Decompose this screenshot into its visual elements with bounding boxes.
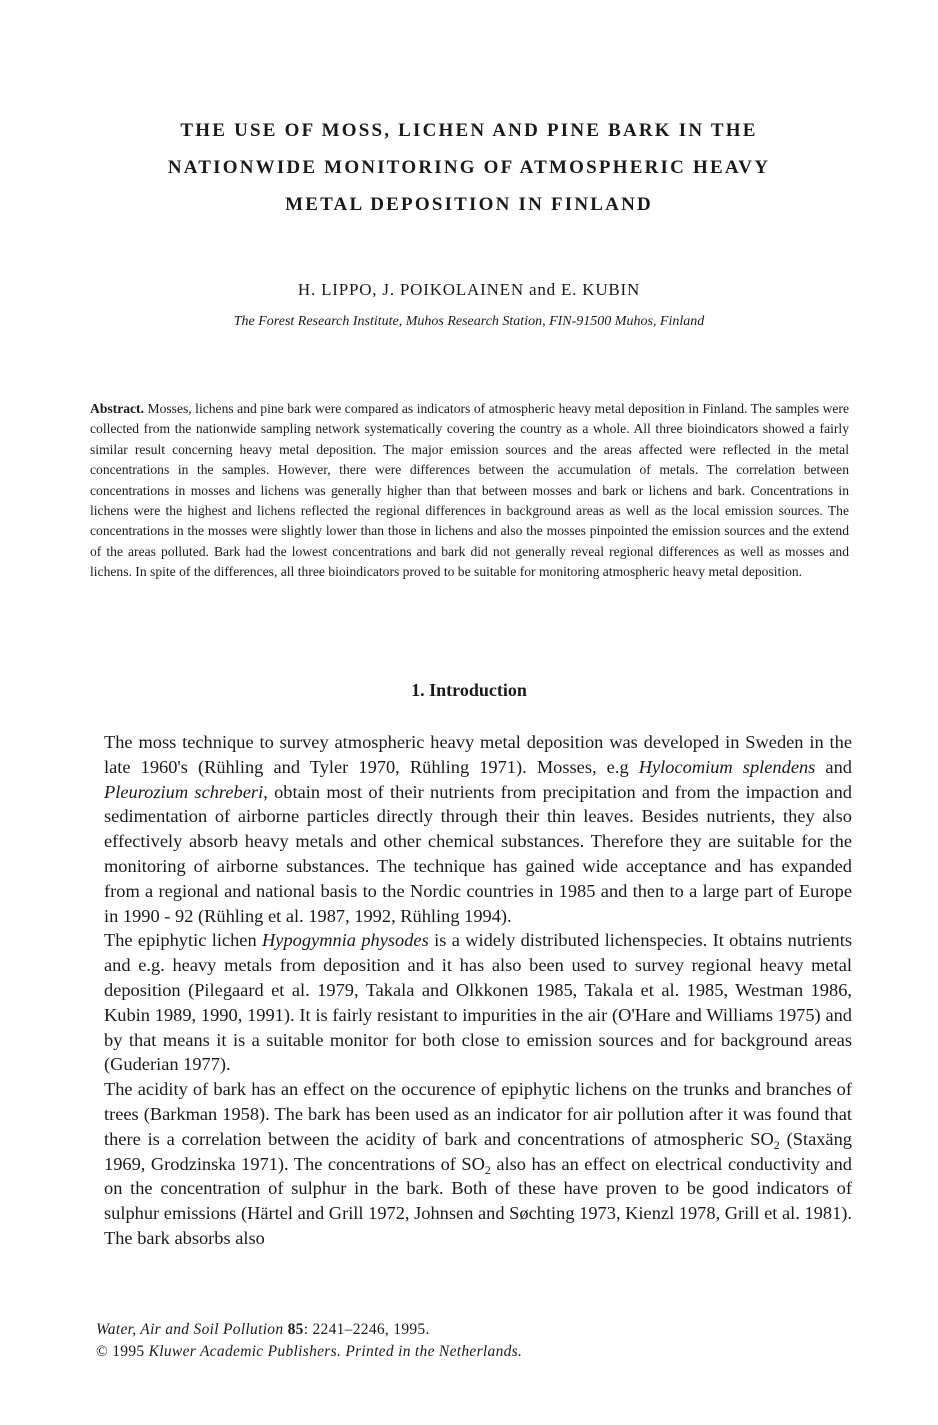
paper-title (60, 112, 878, 223)
subscript-2: 2 (773, 1137, 780, 1152)
para1-text-1: The moss technique to survey atmospheric heavy metal deposition was developed in Sweden in the late 1960's (Rühling and Tyler 1970, Rühling 1971). Mosses, e.g (104, 732, 852, 777)
journal-pages: : 2241–2246, 1995. (303, 1321, 430, 1338)
para1-text-3: , obtain most of their nutrients from precipitation and from the impaction and sedimentation of airborne particles directly through their thin leaves. Besides nutrients, they also effectively absorb heavy metals and other chemical substances. Therefore they are suitable for the monitoring of airborne substances. The technique has gained wide acceptance and has expanded from a regional and national basis to the Nordic countries in 1985 and then to a large part of Europe in 1990 - 92 (Rühling et al. 1987, 1992, Rühling 1994). (104, 781, 852, 926)
para2-text-1: The epiphytic lichen (104, 930, 262, 951)
abstract-text: Mosses, lichens and pine bark were compared as indicators of atmospheric heavy metal deposition in Finland. The samples were collected from the nationwide sampling network systematically covering the country as a whole. All three bioindicators showed a fairly similar result concerning heavy metal deposition. The major emission sources and the areas affected were reflected in the metal concentrations in the samples. However, there were differences between the accumulation of metals. The correlation between concentrations in mosses and lichens was generally higher than that between mosses and bark or lichens and bark. Concentrations in lichens were the highest and lichens reflected the regional differences in background areas as well as the local emission sources. The concentrations in the mosses were slightly lower than those in lichens and also the mosses pinpointed the emission sources and the extend of the areas polluted. Bark had the lowest concentrations and bark did not generally reveal regional differences as well as mosses and lichens. In spite of the differences, all three bioindicators proved to be suitable for monitoring atmospheric heavy metal deposition. (90, 401, 849, 580)
abstract (90, 399, 849, 583)
body-text (104, 730, 852, 1251)
species-name-hypogymnia: Hypogymnia physodes (262, 930, 429, 951)
para2-text-2: is a widely distributed lichenspecies. It obtains nutrients and e.g. heavy metals from deposition and it has also been used to survey regional heavy metal deposition (Pilegaard et al. 1979, Takala and Olkkonen 1985, Takala et al. 1985, Westman 1986, Kubin 1989, 1990, 1991). It is fairly resistant to impurities in the air (O'Hare and Williams 1975) and by that means it is a suitable monitor for both close to emission sources and for background areas (Guderian 1977). (104, 930, 852, 1075)
author-list: H. LIPPO, J. POIKOLAINEN and E. KUBIN (297, 280, 641, 299)
title-line-2: NATIONWIDE MONITORING OF ATMOSPHERIC HEAVY (167, 157, 771, 178)
journal-volume: 85 (287, 1321, 304, 1338)
species-name-pleurozium: Pleurozium schreberi (104, 781, 264, 802)
paragraph-3 (104, 1077, 852, 1251)
para3-text-2: (Staxäng 1969, Grodzinska 1971). The concentrations of SO (104, 1128, 852, 1174)
title-line-3: METAL DEPOSITION IN FINLAND (285, 194, 653, 215)
para3-text-1: The acidity of bark has an effect on the occurence of epiphytic lichens on the trunks and branches of trees (Barkman 1958). The bark has been used as an indicator for air pollution after it was found that there is a correlation between the acidity of bark and concentrations of atmospheric SO (104, 1079, 852, 1149)
paragraph-1 (104, 730, 852, 928)
paragraph-2 (104, 928, 852, 1077)
publisher-name: Kluwer Academic Publishers. Printed in the Netherlands. (148, 1343, 523, 1360)
title-line-1: THE USE OF MOSS, LICHEN AND PINE BARK IN THE (180, 120, 758, 141)
citation-footer (96, 1319, 522, 1363)
copyright-symbol: © 1995 (96, 1343, 149, 1360)
affiliation: The Forest Research Institute, Muhos Research Station, FIN-91500 Muhos, Finland (233, 314, 705, 329)
para1-text-2: and (815, 756, 852, 777)
para3-text-3: also has an effect on electrical conductivity and on the concentration of sulphur in the bark. Both of these have proven to be good indicators of sulphur emissions (Härtel and Grill 1972, Johnsen and Søchting 1973, Kienzl 1978, Grill et al. 1981). The bark absorbs also (104, 1153, 852, 1248)
journal-citation (96, 1319, 522, 1341)
section-heading-introduction: 1. Introduction (411, 680, 527, 700)
abstract-label: Abstract. (90, 401, 144, 416)
journal-name: Water, Air and Soil Pollution (96, 1321, 284, 1338)
subscript-2: 2 (484, 1162, 491, 1177)
copyright-line (96, 1341, 522, 1363)
species-name-hylocomium: Hylocomium splendens (638, 756, 816, 777)
